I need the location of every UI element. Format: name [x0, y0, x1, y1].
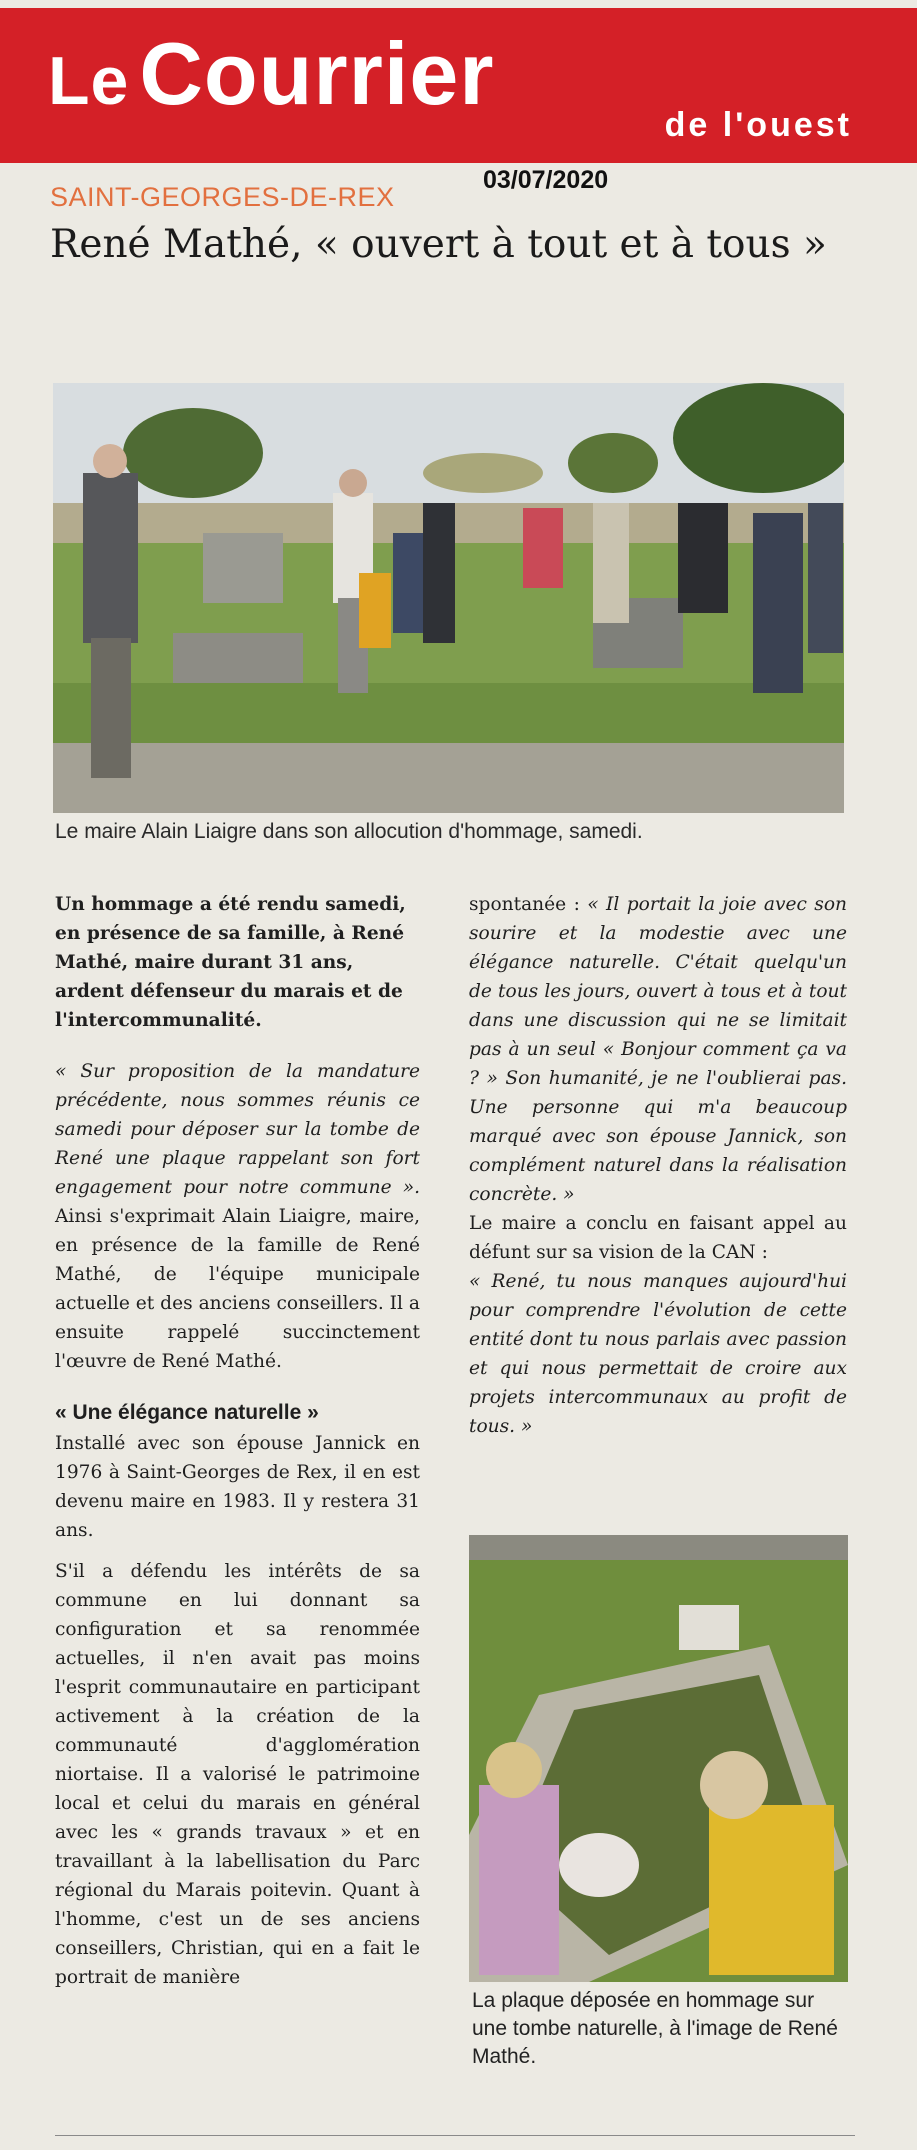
paragraph-4: Le maire a conclu en faisant appel au défunt sur sa vision de la CAN : — [469, 1213, 847, 1263]
newspaper-logo — [48, 24, 495, 123]
paragraph-3-quote: « Il portait la joie avec son sourire et la modestie avec une élégance naturelle. C'était quelqu'un de tous les jours, ouvert à tous et à tout dans une discussion qui ne se limitait pas à un seul « Bonjour comment ça va ? » Son humanité, je ne l'oublierai pas. Une personne qui m'a beaucoup marqué avec son épouse Jannick, son complément naturel dans la réalisation concrète. » — [469, 894, 847, 1205]
article-column-left — [55, 890, 420, 1992]
article-column-right — [469, 890, 847, 1441]
logo-le: Le — [48, 43, 130, 119]
article-headline: René Mathé, « ouvert à tout et à tous » — [50, 222, 827, 267]
article-kicker: SAINT-GEORGES-DE-REX — [50, 182, 395, 212]
photo1-caption: Le maire Alain Liaigre dans son allocution d'hommage, samedi. — [55, 820, 643, 843]
paragraph-3-continued-word: spontanée : — [469, 894, 588, 915]
paragraph-4-quote: « René, tu nous manques aujourd'hui pour comprendre l'évolution de cette entité dont tu nous parlais avec passion et qui nous permettait de croire aux projets intercommunaux au profit de tous. » — [469, 1271, 847, 1437]
paragraph-1-text: Ainsi s'exprimait Alain Liaigre, maire, en présence de la famille de René Mathé, de l'équipe municipale actuelle et des anciens conseillers. Il a ensuite rappelé succinctement l'œuvre de René Mathé. — [55, 1206, 420, 1372]
paragraph-3: S'il a défendu les intérêts de sa commune en lui donnant sa configuration et sa renommée actuelles, il n'en avait pas moins l'esprit communautaire en participant activement à la création de la communauté d'agglomération niortaise. Il a valorisé le patrimoine local et celui du marais en général avec les « grands travaux » et en travaillant à la labellisation du Parc régional du Marais poitevin. Quant à l'homme, c'est un de ses anciens conseillers, Christian, qui en a fait le portrait de manière — [55, 1561, 420, 1988]
masthead — [0, 8, 917, 163]
article-subheading: « Une élégance naturelle » — [55, 1401, 319, 1424]
ceremony-photo — [53, 383, 844, 813]
paragraph-2: Installé avec son épouse Jannick en 1976 à Saint-Georges de Rex, il en est devenu maire en 1983. Il y restera 31 ans. — [55, 1433, 420, 1541]
photo2-caption: La plaque déposée en hommage sur une tombe naturelle, à l'image de René Mathé. — [472, 1989, 838, 2068]
paragraph-1-quote: « Sur proposition de la mandature précédente, nous sommes réunis ce samedi pour déposer sur la tombe de René une plaque rappelant son fort engagement pour notre commune ». — [55, 1061, 420, 1198]
paragraph-1 — [55, 1057, 420, 1376]
bottom-divider — [55, 2135, 855, 2136]
article-lead: Un hommage a été rendu samedi, en présence de sa famille, à René Mathé, maire durant 31 ans, ardent défenseur du marais et de l'intercommunalité. — [55, 894, 406, 1031]
plaque-photo — [469, 1535, 848, 1982]
logo-subtitle: de l'ouest — [664, 106, 852, 144]
logo-courrier: Courrier — [139, 24, 495, 123]
paragraph-3-continued — [469, 890, 847, 1209]
article-date: 03/07/2020 — [483, 166, 609, 194]
